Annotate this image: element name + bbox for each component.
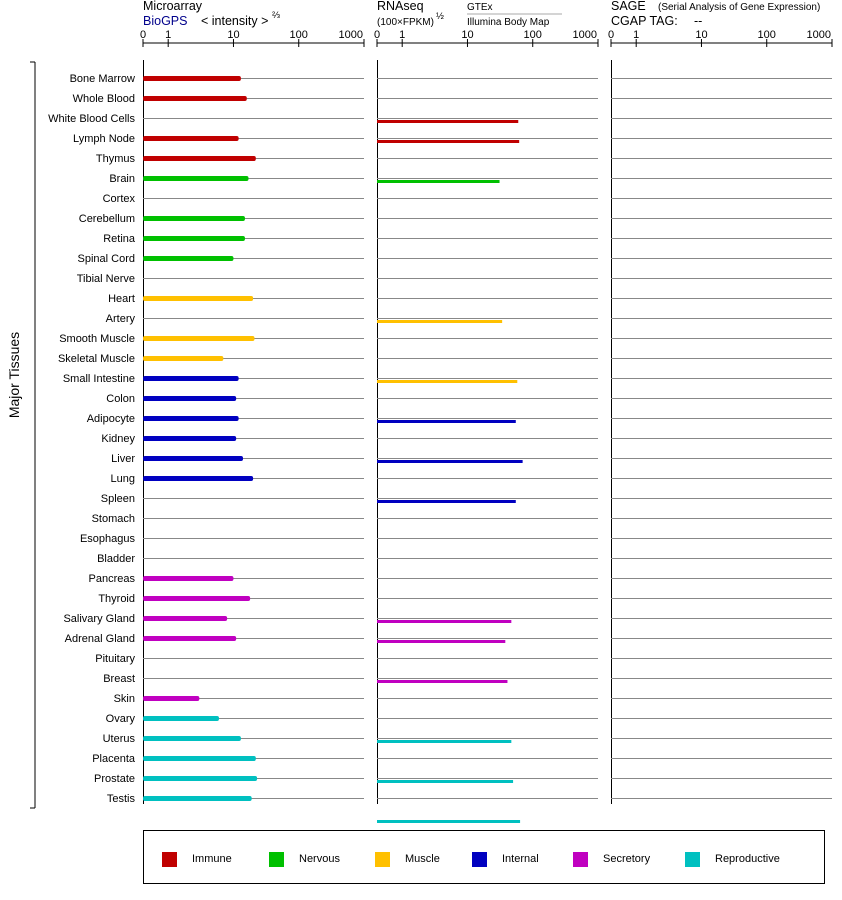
microarray-title: Microarray [143, 0, 203, 13]
legend-label: Secretory [603, 853, 651, 865]
tissue-label: Cerebellum [78, 213, 135, 225]
tissue-label: Whole Blood [72, 93, 135, 105]
tissue-label: Bone Marrow [69, 73, 135, 85]
tissue-label: Bladder [97, 553, 135, 565]
tissue-label: Stomach [91, 513, 135, 525]
tissue-label: Small Intestine [62, 373, 135, 385]
sage-title: SAGE [611, 0, 646, 13]
microarray-bar [143, 136, 239, 141]
tissue-label: Esophagus [79, 533, 135, 545]
legend-label: Muscle [405, 853, 440, 865]
group-label: Major Tissues [6, 331, 22, 419]
microarray-bar [143, 256, 233, 261]
rnaseq-illumina-bar [377, 740, 511, 743]
tissue-label: Lung [110, 473, 135, 485]
fpkm-unit: (100×FPKM) [377, 17, 434, 28]
sage-tick-label: 1 [633, 29, 640, 41]
rnaseq-illumina-bar [377, 820, 520, 823]
legend-label: Nervous [299, 853, 340, 865]
microarray-bar [143, 416, 239, 421]
legend-item-muscle [375, 851, 440, 867]
microarray-bar [143, 356, 223, 361]
legend-item-internal [472, 851, 539, 867]
rnaseq-tick-label: 100 [523, 29, 542, 41]
rnaseq-illumina-bar [377, 420, 516, 423]
legend-item-reproductive [685, 851, 780, 867]
fpkm-exponent: ½ [436, 11, 444, 22]
rnaseq-tick-label: 1000 [572, 29, 597, 41]
microarray-bar [143, 376, 239, 381]
microarray-bar [143, 736, 241, 741]
microarray-bar [143, 796, 252, 801]
tissue-label: Brain [109, 173, 135, 185]
tissue-label: Thyroid [98, 593, 135, 605]
tissue-label: Ovary [105, 713, 135, 725]
bars-layer [143, 76, 523, 823]
microarray-bar [143, 236, 245, 241]
legend-item-nervous [269, 851, 340, 867]
intensity-exponent: ⅔ [272, 10, 280, 21]
microarray-bar [143, 296, 253, 301]
legend-swatch [685, 852, 700, 867]
microarray-bar [143, 216, 245, 221]
tissue-label: Artery [105, 313, 135, 325]
legend-swatch [375, 852, 390, 867]
rnaseq-gtex-bar [377, 180, 500, 183]
rnaseq-illumina-bar [377, 500, 516, 503]
microarray-tick-label: 0 [139, 29, 147, 41]
legend-label: Internal [502, 853, 539, 865]
rnaseq-gtex-bar [377, 640, 505, 643]
rnaseq-gtex-bar [377, 780, 513, 783]
microarray-bar [143, 436, 236, 441]
intensity-unit: < intensity > [201, 14, 269, 28]
microarray-bar [143, 96, 247, 101]
axes-layer [140, 29, 832, 804]
tissue-label: Adrenal Gland [64, 633, 135, 645]
tissue-label: Heart [108, 293, 135, 305]
sage-subtitle: (Serial Analysis of Gene Expression) [658, 2, 821, 13]
microarray-bar [143, 336, 254, 341]
tissue-label: Smooth Muscle [59, 333, 135, 345]
microarray-bar [143, 476, 253, 481]
legend-item-immune [162, 851, 232, 867]
legend-label: Immune [192, 853, 232, 865]
legend [143, 830, 825, 884]
rnaseq-tick-label: 1 [399, 29, 406, 41]
cgap-tag-label: CGAP TAG: [611, 14, 678, 28]
microarray-tick-label: 1000 [338, 29, 363, 41]
rnaseq-illumina-bar [377, 460, 523, 463]
illumina-label: Illumina Body Map [467, 17, 550, 28]
microarray-bar [143, 176, 249, 181]
tissue-label: Skin [113, 693, 135, 705]
microarray-bar [143, 576, 233, 581]
tissue-label: Pituitary [95, 653, 135, 665]
legend-swatch [573, 852, 588, 867]
microarray-bar [143, 596, 250, 601]
microarray-tick-label: 1 [165, 29, 172, 41]
sage-tick-label: 10 [695, 29, 708, 41]
microarray-bar [143, 396, 236, 401]
microarray-bar [143, 156, 256, 161]
tissue-label: Thymus [95, 153, 135, 165]
tissue-label: Salivary Gland [63, 613, 135, 625]
tissue-label: Skeletal Muscle [57, 353, 135, 365]
legend-item-secretory [573, 851, 650, 867]
tissue-label: Uterus [102, 733, 135, 745]
biogps-link[interactable]: BioGPS [143, 14, 188, 28]
microarray-tick-label: 100 [289, 29, 308, 41]
tissue-label: Spleen [100, 493, 135, 505]
microarray-bar [143, 616, 227, 621]
tissue-label: Prostate [94, 773, 135, 785]
tissue-label: Retina [103, 233, 135, 245]
tissue-label: Kidney [101, 433, 135, 445]
microarray-bar [143, 776, 257, 781]
tissue-label: White Blood Cells [48, 113, 135, 125]
tissue-label: Colon [106, 393, 135, 405]
legend-swatch [472, 852, 487, 867]
legend-label: Reproductive [715, 853, 780, 865]
microarray-bar [143, 636, 236, 641]
rnaseq-illumina-bar [377, 140, 519, 143]
tissue-label: Lymph Node [73, 133, 135, 145]
legend-swatch [269, 852, 284, 867]
rnaseq-tick-label: 0 [373, 29, 381, 41]
tissue-label: Testis [106, 793, 135, 805]
tissue-label: Tibial Nerve [76, 273, 135, 285]
microarray-tick-label: 10 [227, 29, 240, 41]
tissue-label: Placenta [92, 753, 135, 765]
rnaseq-tick-label: 10 [461, 29, 474, 41]
rnaseq-illumina-bar [377, 320, 502, 323]
microarray-bar [143, 456, 243, 461]
tissue-label: Spinal Cord [77, 253, 135, 265]
microarray-bar [143, 716, 219, 721]
rnaseq-illumina-bar [377, 620, 511, 623]
tissue-label: Breast [103, 673, 135, 685]
microarray-bar [143, 696, 199, 701]
rnaseq-gtex-bar [377, 680, 507, 683]
rnaseq-illumina-bar [377, 380, 517, 383]
legend-swatch [162, 852, 177, 867]
rnaseq-title: RNAseq [377, 0, 424, 13]
cgap-tag-value: -- [694, 14, 703, 28]
tissue-label: Cortex [102, 193, 135, 205]
sage-tick-label: 0 [607, 29, 615, 41]
gtex-label: GTEx [467, 2, 493, 13]
tissue-label: Adipocyte [86, 413, 135, 425]
microarray-bar [143, 756, 256, 761]
tissue-label: Liver [111, 453, 135, 465]
sage-tick-label: 100 [757, 29, 776, 41]
tissue-label: Pancreas [88, 573, 135, 585]
microarray-bar [143, 76, 241, 81]
sage-tick-label: 1000 [806, 29, 831, 41]
rnaseq-gtex-bar [377, 120, 518, 123]
